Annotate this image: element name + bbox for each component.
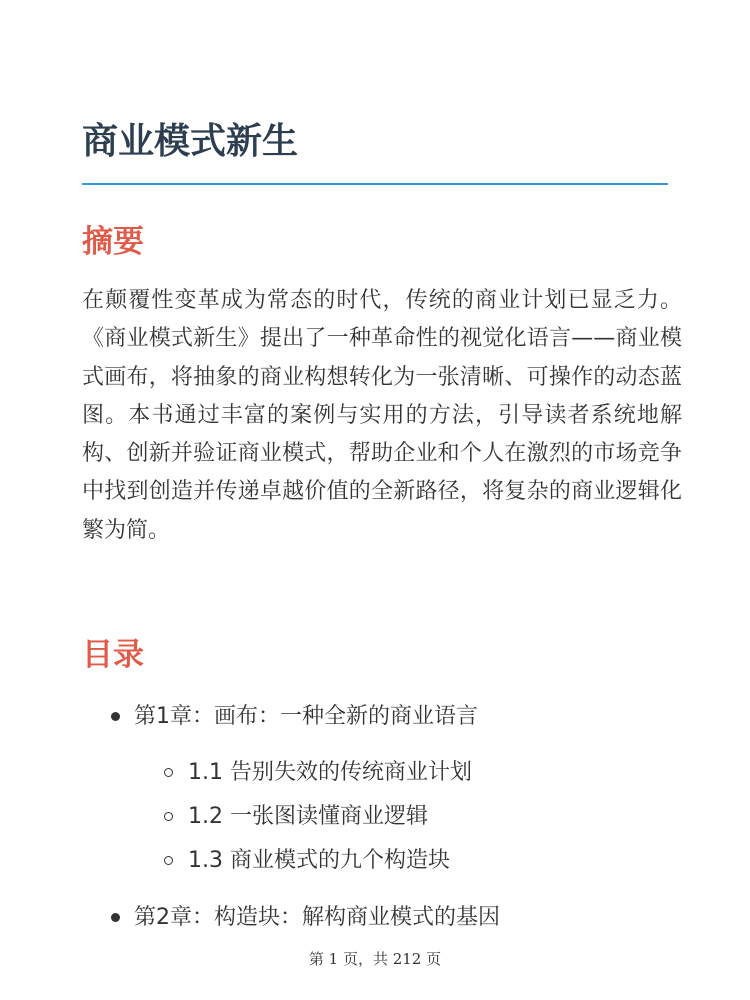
title-divider	[82, 183, 668, 185]
bullet-ring-icon	[164, 812, 173, 821]
bullet-ring-icon	[164, 856, 173, 865]
page-title: 商业模式新生	[82, 121, 299, 162]
toc-section-1-1	[188, 756, 472, 790]
summary-paragraph: 在颠覆性变革成为常态的时代，传统的商业计划已显乏力。《商业模式新生》提出了一种革命性的视觉化语言——商业模式画布，将抽象的商业构想转化为一张清晰、可操作的动态蓝图。本书通过丰富的案例与实用的方法，引导读者系统地解构、创新并验证商业模式，帮助企业和个人在激烈的市场竞争中找到创造并传递卓越价值的全新路径，将复杂的商业逻辑化繁为简。	[82, 288, 682, 543]
toc-item-label: 第2章：构造块：解构商业模式的基因	[134, 905, 500, 930]
toc-item-label: 1.2 一张图读懂商业逻辑	[188, 804, 428, 829]
toc-item-label: 1.1 告别失效的传统商业计划	[188, 760, 472, 785]
page-number-footer: 第 1 页，共 212 页	[308, 950, 442, 968]
toc-section-1-2	[188, 800, 428, 834]
summary-heading: 摘要	[82, 224, 144, 260]
toc-section-1-3	[188, 844, 450, 878]
toc-heading: 目录	[82, 637, 144, 673]
toc-chapter-1	[134, 700, 478, 734]
bullet-dot-icon	[111, 712, 120, 721]
bullet-ring-icon	[164, 768, 173, 777]
bullet-dot-icon	[111, 913, 120, 922]
toc-item-label: 1.3 商业模式的九个构造块	[188, 848, 450, 873]
toc-item-label: 第1章：画布：一种全新的商业语言	[134, 704, 478, 729]
toc-chapter-2	[134, 901, 500, 935]
